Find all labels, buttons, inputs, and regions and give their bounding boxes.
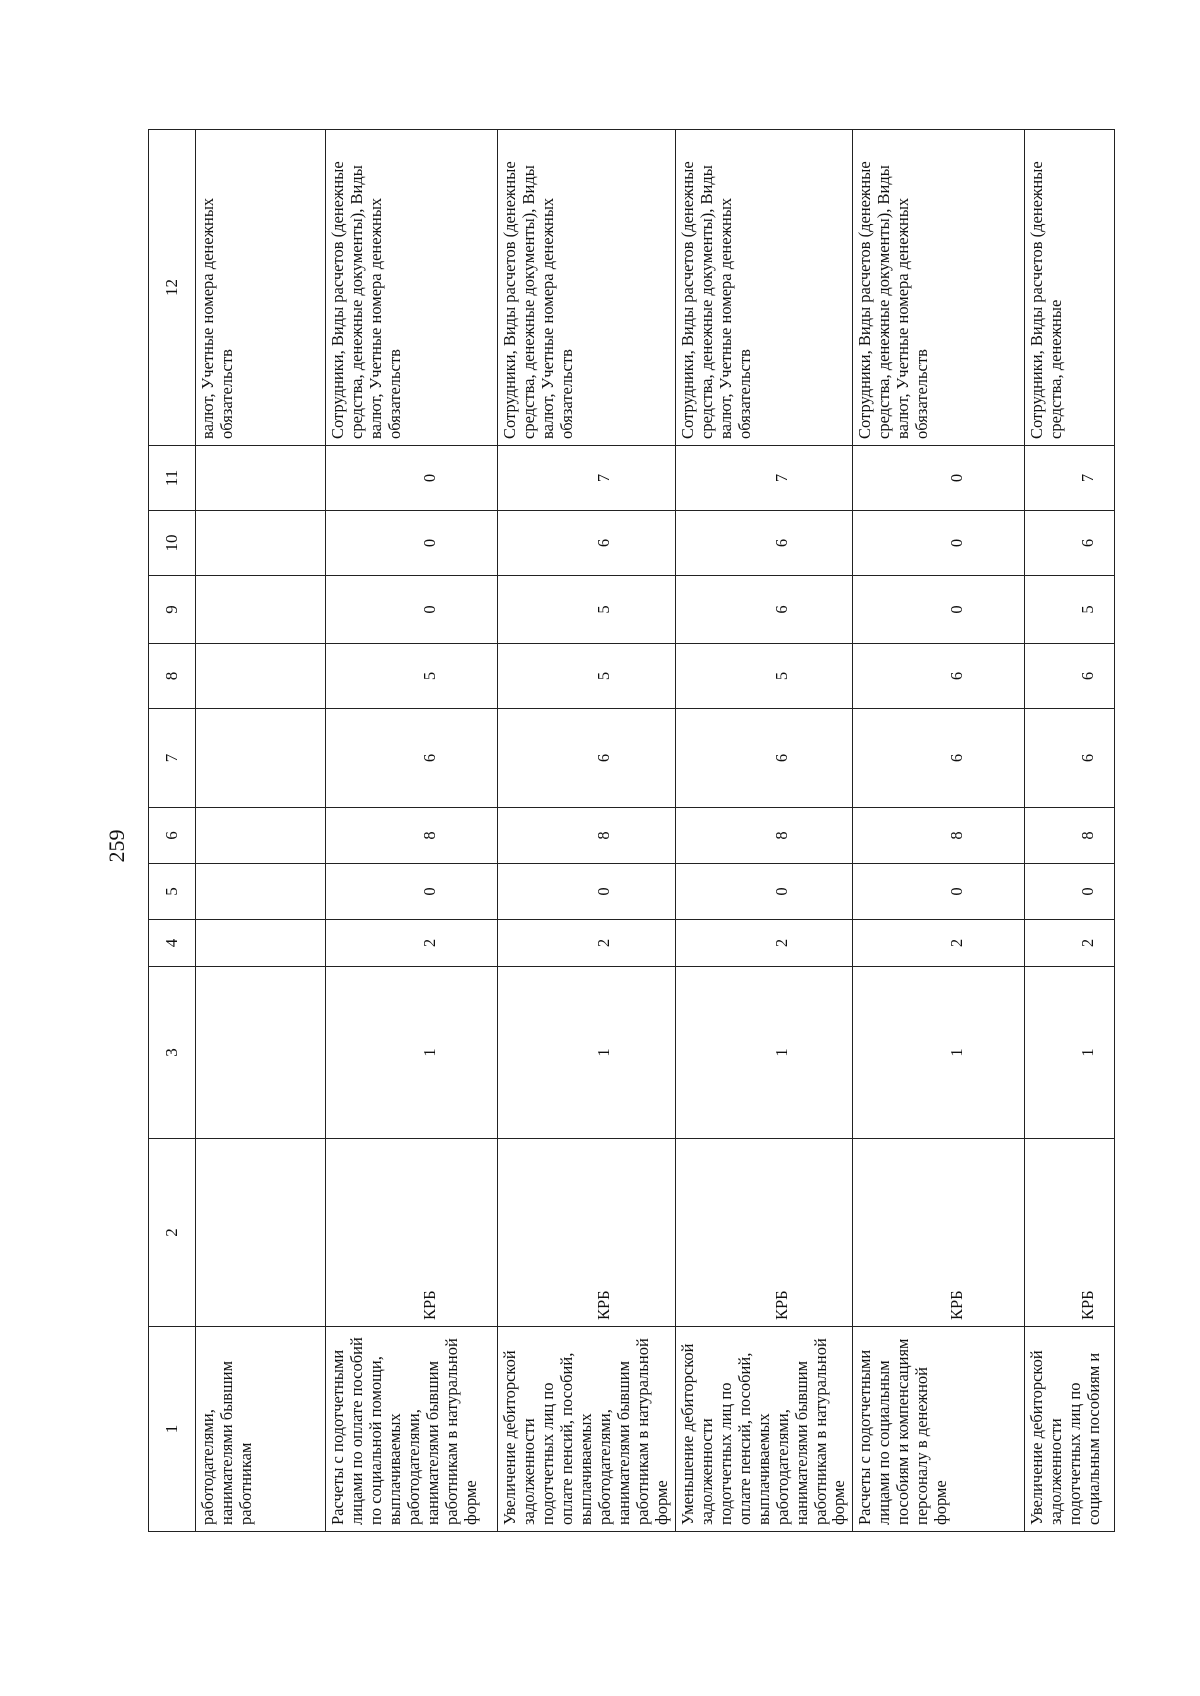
cell-col-11: 7: [675, 446, 853, 511]
cell-col-10: [196, 511, 326, 576]
cell-col-12: Сотрудники, Виды расчетов (денежные средства, денежные документы), Виды валют, Учетные номера денежных обязательств: [853, 130, 1025, 446]
cell-col-11: 0: [853, 446, 1025, 511]
cell-col-8: [196, 644, 326, 709]
cell-col-9: 5: [1025, 576, 1115, 644]
cell-col-8: 5: [498, 644, 676, 709]
column-header-1: 1: [149, 1327, 196, 1532]
table-row: [853, 130, 1025, 1532]
cell-col-6: 8: [326, 808, 498, 864]
header-row: [149, 130, 196, 1532]
cell-col-5: [196, 864, 326, 920]
cell-col-2: КРБ: [498, 1139, 676, 1327]
cell-col-9: 0: [853, 576, 1025, 644]
accounts-table: [148, 129, 1115, 1532]
column-header-2: 2: [149, 1139, 196, 1327]
column-header-10: 10: [149, 511, 196, 576]
cell-col-1: Расчеты с подотчетными лицами по социальным пособиям и компенсациям персоналу в денежной форме: [853, 1327, 1025, 1532]
cell-col-5: 0: [1025, 864, 1115, 920]
cell-col-6: 8: [853, 808, 1025, 864]
cell-col-8: 5: [326, 644, 498, 709]
cell-col-10: 6: [675, 511, 853, 576]
page-number: 259: [104, 829, 129, 863]
cell-col-3: 1: [498, 967, 676, 1139]
cell-col-5: 0: [853, 864, 1025, 920]
cell-col-2: [196, 1139, 326, 1327]
column-header-8: 8: [149, 644, 196, 709]
cell-col-9: 0: [326, 576, 498, 644]
cell-col-12: Сотрудники, Виды расчетов (денежные средства, денежные документы), Виды валют, Учетные номера денежных обязательств: [675, 130, 853, 446]
column-header-11: 11: [149, 446, 196, 511]
cell-col-7: [196, 709, 326, 808]
cell-col-3: 1: [675, 967, 853, 1139]
cell-col-7: 6: [498, 709, 676, 808]
cell-col-6: 8: [675, 808, 853, 864]
cell-col-3: 1: [853, 967, 1025, 1139]
cell-col-8: 6: [1025, 644, 1115, 709]
cell-col-9: [196, 576, 326, 644]
cell-col-9: 5: [498, 576, 676, 644]
column-header-5: 5: [149, 864, 196, 920]
cell-col-10: 0: [326, 511, 498, 576]
cell-col-7: 6: [1025, 709, 1115, 808]
cell-col-11: [196, 446, 326, 511]
cell-col-11: 7: [1025, 446, 1115, 511]
cell-col-5: 0: [498, 864, 676, 920]
cell-col-1: Увеличение дебиторской задолженности подотчетных лиц по социальным пособиям и: [1025, 1327, 1115, 1532]
cell-col-3: [196, 967, 326, 1139]
cell-col-10: 6: [1025, 511, 1115, 576]
cell-col-8: 6: [853, 644, 1025, 709]
cell-col-6: [196, 808, 326, 864]
cell-col-1: работодателями, нанимателями бывшим работникам: [196, 1327, 326, 1532]
cell-col-4: 2: [1025, 920, 1115, 967]
table-row: [196, 130, 326, 1532]
cell-col-3: 1: [1025, 967, 1115, 1139]
cell-col-12: Сотрудники, Виды расчетов (денежные средства, денежные документы), Виды валют, Учетные номера денежных обязательств: [498, 130, 676, 446]
table-row: [1025, 130, 1115, 1532]
cell-col-2: КРБ: [1025, 1139, 1115, 1327]
cell-col-6: 8: [1025, 808, 1115, 864]
cell-col-1: Расчеты с подотчетными лицами по оплате пособий по социальной помощи, выплачиваемых работодателями, нанимателями бывшим работникам в натуральной форме: [326, 1327, 498, 1532]
cell-col-10: 0: [853, 511, 1025, 576]
cell-col-4: 2: [326, 920, 498, 967]
cell-col-7: 6: [675, 709, 853, 808]
cell-col-4: 2: [675, 920, 853, 967]
column-header-12: 12: [149, 130, 196, 446]
column-header-7: 7: [149, 709, 196, 808]
cell-col-12: Сотрудники, Виды расчетов (денежные средства, денежные: [1025, 130, 1115, 446]
table-row: [498, 130, 676, 1532]
column-header-6: 6: [149, 808, 196, 864]
cell-col-4: [196, 920, 326, 967]
table-row: [326, 130, 498, 1532]
cell-col-1: Увеличение дебиторской задолженности подотчетных лиц по оплате пенсий, пособий, выплачиваемых работодателями, нанимателями бывшим работникам в натуральной форме: [498, 1327, 676, 1532]
table-row: [675, 130, 853, 1532]
cell-col-7: 6: [853, 709, 1025, 808]
table-container: [148, 130, 1110, 1532]
column-header-3: 3: [149, 967, 196, 1139]
cell-col-2: КРБ: [326, 1139, 498, 1327]
cell-col-5: 0: [675, 864, 853, 920]
cell-col-2: КРБ: [675, 1139, 853, 1327]
table-body: [196, 130, 1115, 1532]
column-header-9: 9: [149, 576, 196, 644]
cell-col-5: 0: [326, 864, 498, 920]
cell-col-12: валют, Учетные номера денежных обязательств: [196, 130, 326, 446]
cell-col-4: 2: [498, 920, 676, 967]
cell-col-10: 6: [498, 511, 676, 576]
cell-col-4: 2: [853, 920, 1025, 967]
cell-col-1: Уменьшение дебиторской задолженности подотчетных лиц по оплате пенсий, пособий, выплачиваемых работодателями, нанимателями бывшим работникам в натуральной форме: [675, 1327, 853, 1532]
cell-col-11: 0: [326, 446, 498, 511]
column-header-4: 4: [149, 920, 196, 967]
cell-col-8: 5: [675, 644, 853, 709]
cell-col-11: 7: [498, 446, 676, 511]
cell-col-7: 6: [326, 709, 498, 808]
cell-col-6: 8: [498, 808, 676, 864]
cell-col-2: КРБ: [853, 1139, 1025, 1327]
cell-col-3: 1: [326, 967, 498, 1139]
cell-col-12: Сотрудники, Виды расчетов (денежные средства, денежные документы), Виды валют, Учетные номера денежных обязательств: [326, 130, 498, 446]
cell-col-9: 6: [675, 576, 853, 644]
